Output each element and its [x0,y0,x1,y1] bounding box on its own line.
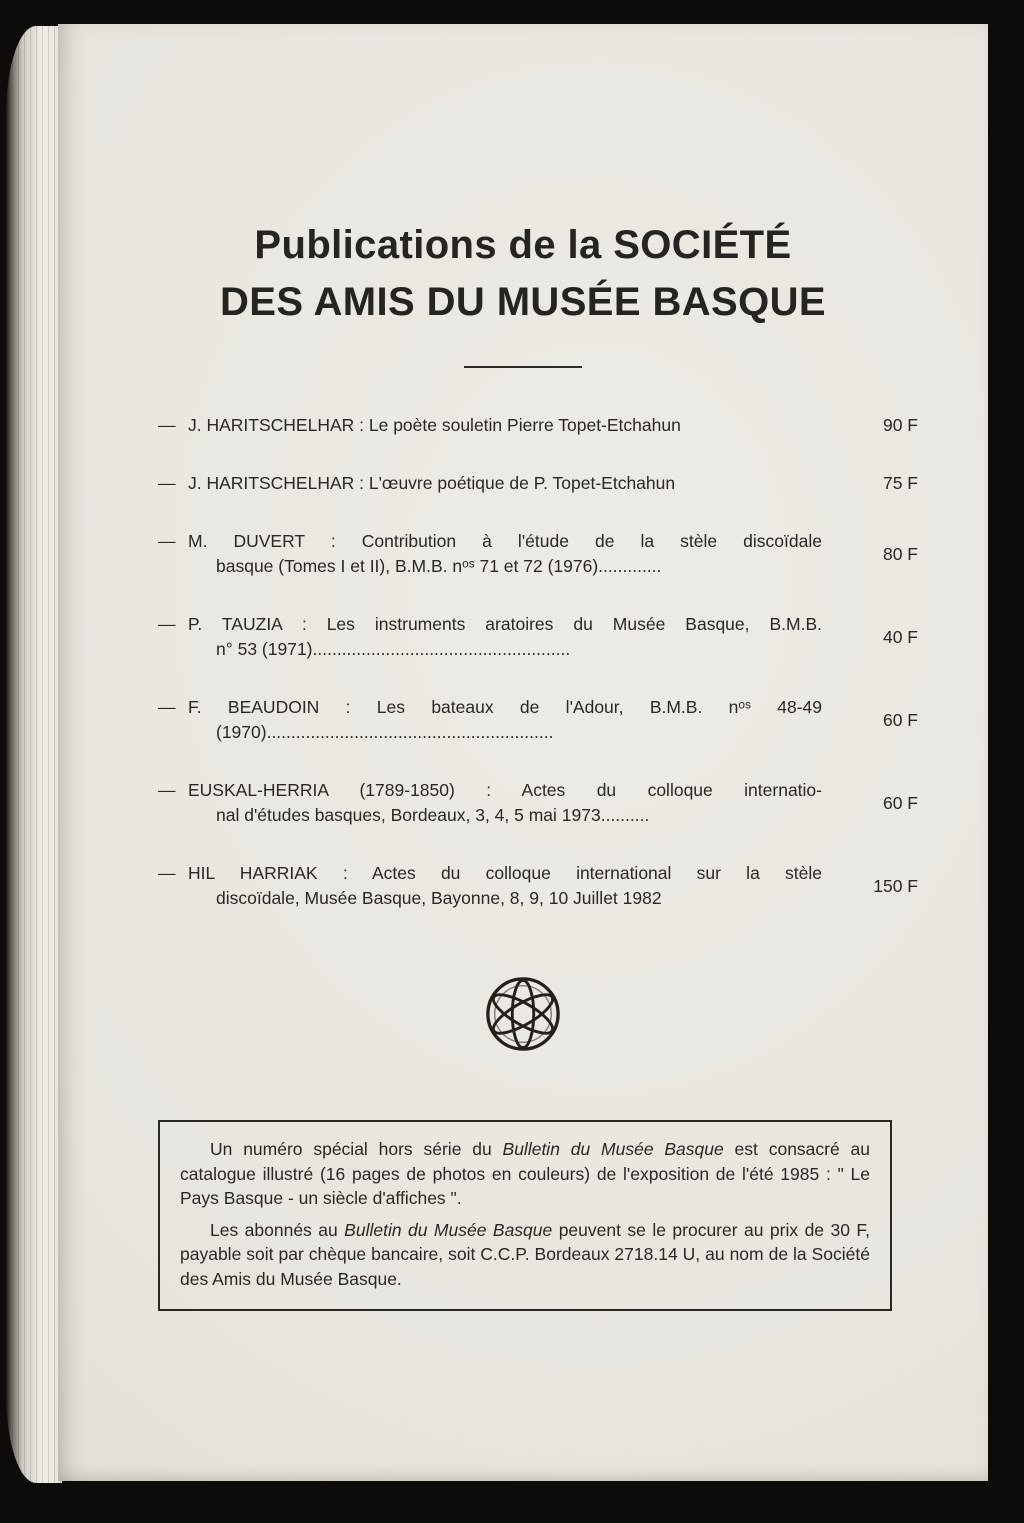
publication-list-item [158,529,918,579]
item-dash: — [158,863,176,884]
item-line: J. HARITSCHELHAR : Le poète souletin Pierre Topet-Etchahun [188,415,681,436]
item-line: M. DUVERT : Contribution à l'étude de la stèle discoïdale [188,531,822,552]
note-paragraph [180,1137,870,1211]
note-italic-segment: Bulletin du Musée Basque [344,1219,553,1240]
item-line: P. TAUZIA : Les instruments aratoires du Musée Basque, B.M.B. [188,614,822,635]
item-text [188,413,822,438]
item-price: 60 F [882,709,918,730]
item-line: n° 53 (1971)..................................................... [216,639,571,660]
item-line: F. BEAUDOIN : Les bateaux de l'Adour, B.M.B. nᵒˢ 48-49 [188,697,822,718]
page [58,24,988,1481]
note-text-segment: est consacré au catalogue illustré (16 pages de photos en couleurs) de l'exposition de l'été 1985 : " Le Pays Basque - un siècle d'affiches ". [180,1139,871,1209]
item-dash: — [158,697,176,718]
page-title [58,217,988,331]
item-price: 150 F [873,875,918,896]
page-title-line-1: Publications de la SOCIÉTÉ [254,223,792,267]
special-issue-note-box [158,1120,892,1311]
note-italic-segment: Bulletin du Musée Basque [502,1139,724,1160]
publication-list-item [158,612,918,662]
six-petal-rosette-icon [484,975,562,1053]
rosette-container [58,975,988,1058]
item-line: (1970)........................................................... [216,722,554,743]
page-title-line-2: DES AMIS DU MUSÉE BASQUE [220,280,826,325]
item-price: 60 F [882,792,918,813]
item-text [188,471,822,496]
item-text [188,695,822,745]
item-line: HIL HARRIAK : Actes du colloque international sur la stèle [188,863,822,884]
item-dash: — [158,531,176,552]
item-price: 40 F [882,626,918,647]
item-text [188,529,822,579]
item-dash: — [158,473,176,494]
note-text-segment: Un numéro spécial hors série du [210,1139,503,1160]
publication-list [158,413,918,911]
item-line: basque (Tomes I et II), B.M.B. nᵒˢ 71 et 72 (1976)............. [216,556,662,577]
item-price: 90 F [882,415,918,436]
item-price: 75 F [882,473,918,494]
note-text-segment: Les abonnés au [210,1219,345,1240]
item-line: discoïdale, Musée Basque, Bayonne, 8, 9, 10 Juillet 1982 [216,888,662,909]
publication-list-item [158,413,918,438]
publication-list-item [158,778,918,828]
item-text [188,861,822,911]
title-divider-rule [464,366,582,368]
publication-list-item [158,861,918,911]
item-line: J. HARITSCHELHAR : L'œuvre poétique de P. Topet-Etchahun [188,473,676,494]
item-dash: — [158,614,176,635]
item-line: EUSKAL-HERRIA (1789-1850) : Actes du colloque internatio- [188,780,822,801]
item-dash: — [158,415,176,436]
item-price: 80 F [882,543,918,564]
item-text [188,778,822,828]
publication-list-item [158,471,918,496]
item-text [188,612,822,662]
publication-list-item [158,695,918,745]
note-text-segment: peuvent se le procurer au prix de 30 F, payable soit par chèque bancaire, soit C.C.P. Bordeaux 2718.14 U, au nom de la Société des Amis du Musée Basque. [180,1219,870,1289]
item-line: nal d'études basques, Bordeaux, 3, 4, 5 mai 1973.......... [216,805,650,826]
note-paragraph [180,1218,870,1292]
item-dash: — [158,780,176,801]
book-page-edges [6,26,62,1483]
